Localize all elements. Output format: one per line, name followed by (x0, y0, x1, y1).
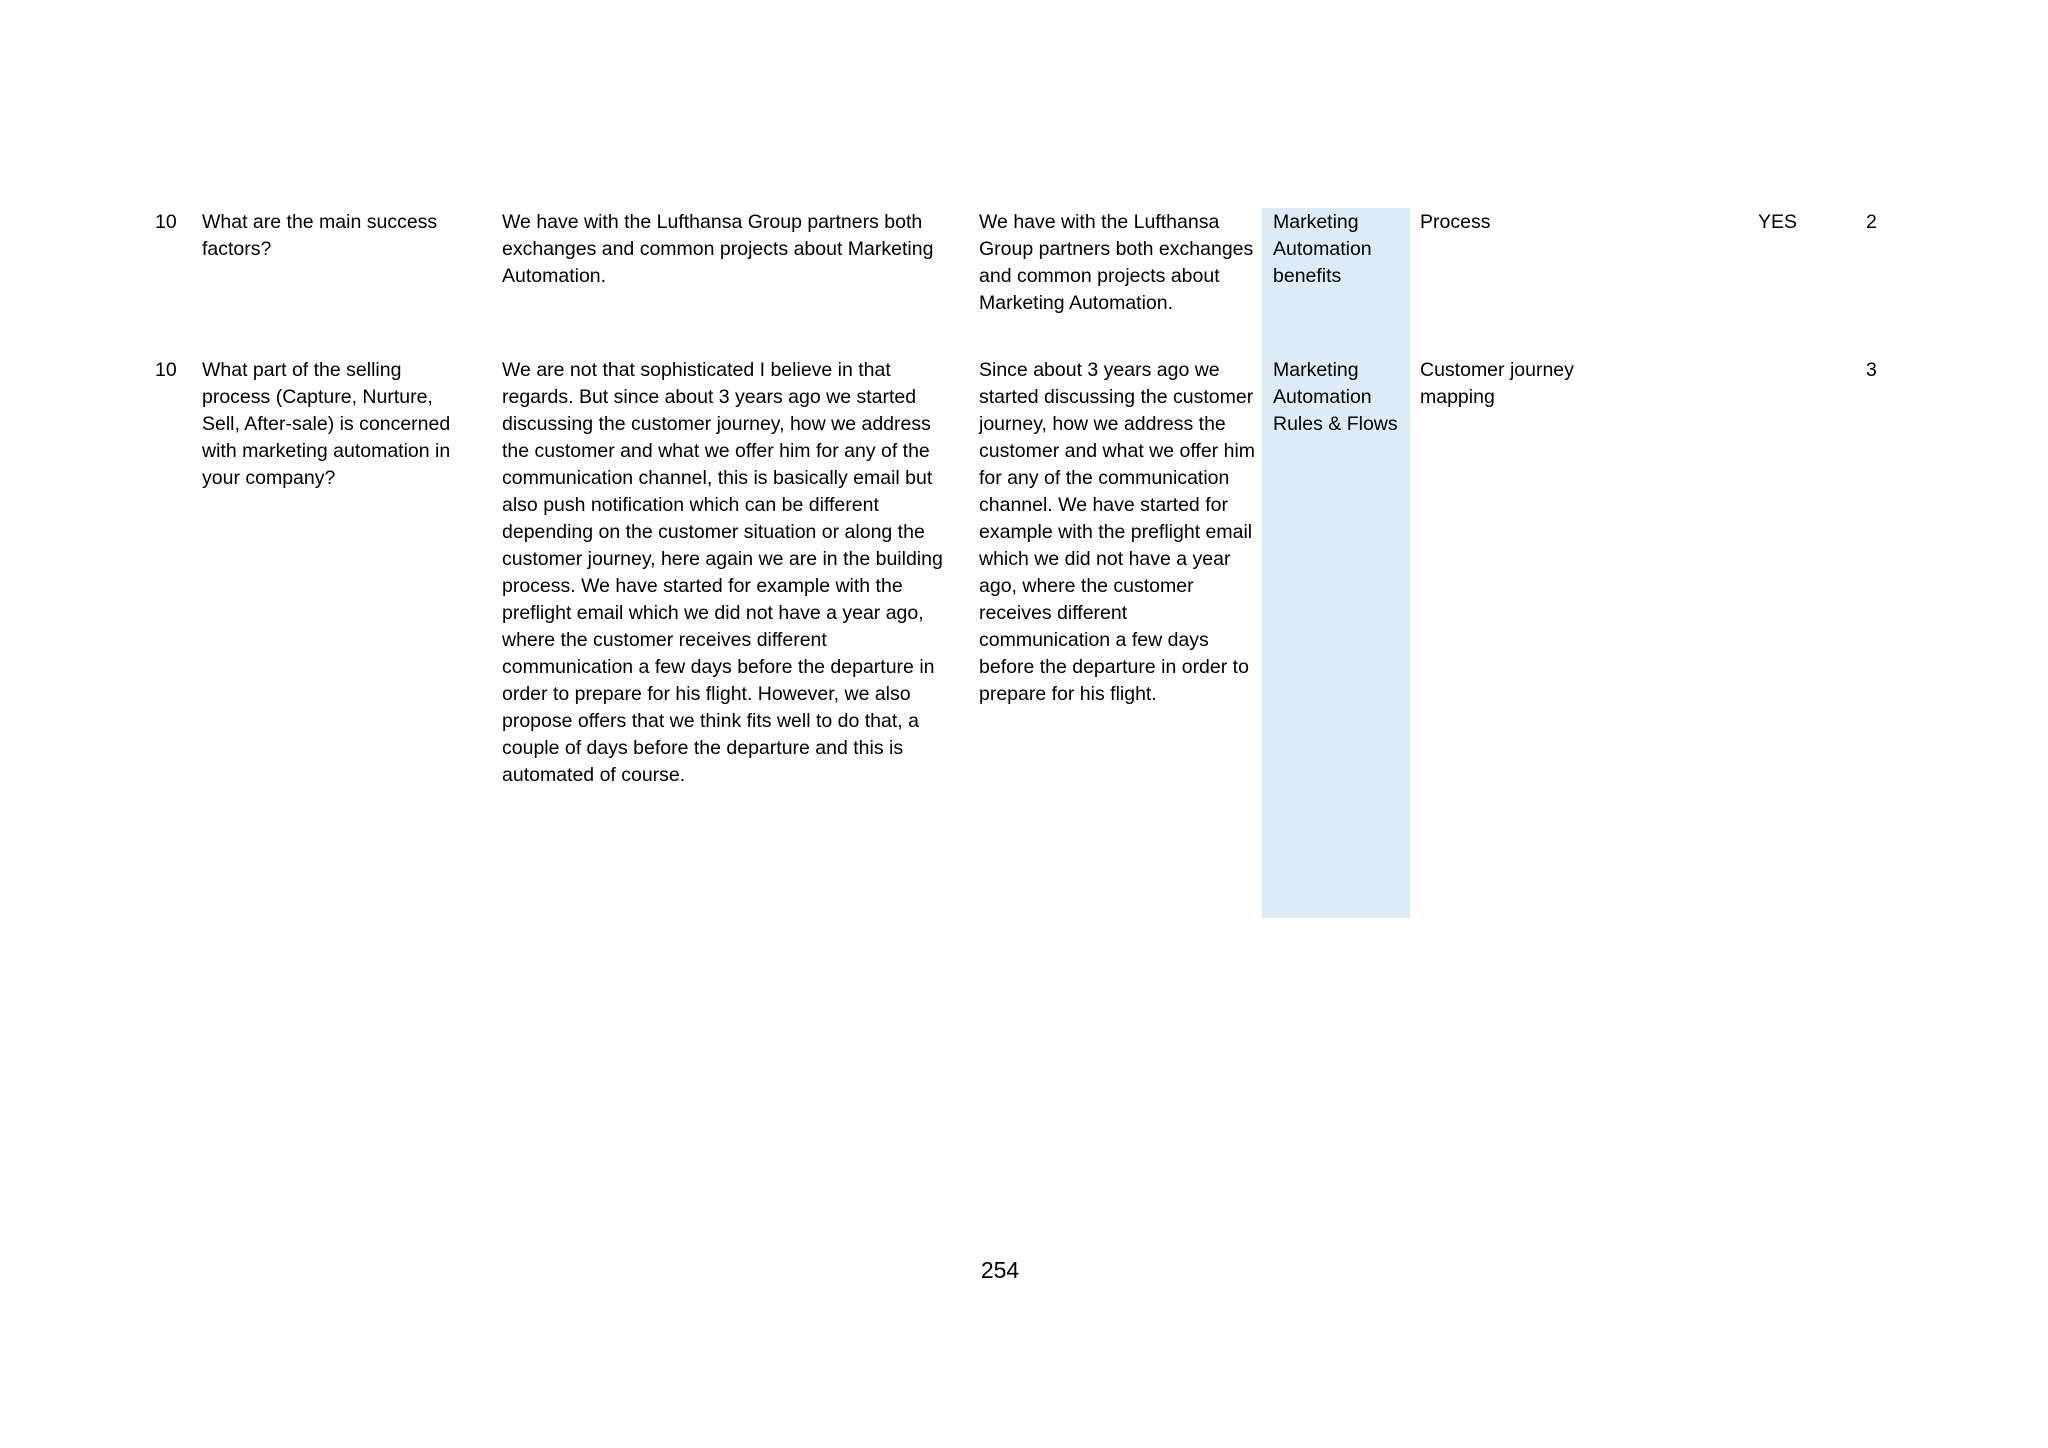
score-cell: 2 (1866, 211, 1877, 233)
score-cell: 3 (1866, 359, 1877, 381)
category-column-highlight (1262, 208, 1410, 918)
question-cell: What part of the selling process (Capture, Nurture, Sell, After-sale) is concerned with marketing automation in your company? (202, 359, 451, 489)
answer-cell: We have with the Lufthansa Group partners both exchanges and common projects about Marketing Automation. (502, 211, 934, 287)
flag-cell: YES (1758, 211, 1798, 233)
page-number: 254 (980, 1257, 1020, 1283)
answer-cell: We are not that sophisticated I believe in that regards. But since about 3 years ago we started discussing the customer journey, how we address the customer and what we offer him for any of the communication channel, this is basically email but also push notification which can be different depending on the customer situation or along the customer journey, here again we are in the building process. We have started for example with the preflight email which we did not have a year ago, where the customer receives different communication a few days before the departure in order to prepare for his flight. However, we also propose offers that we think fits well to do that, a couple of days before the departure and this is automated of course. (502, 359, 943, 786)
row-number: 10 (155, 359, 177, 381)
category-cell: Marketing Automation Rules & Flows (1273, 359, 1398, 435)
row-number: 10 (155, 211, 177, 233)
subcategory-cell: Process (1420, 211, 1491, 233)
summary-cell: We have with the Lufthansa Group partners both exchanges and common projects about Marketing Automation. (979, 211, 1254, 314)
question-cell: What are the main success factors? (202, 211, 438, 260)
summary-cell: Since about 3 years ago we started discussing the customer journey, how we address the customer and what we offer him for any of the communication channel. We have started for example with the preflight email which we did not have a year ago, where the customer receives different communication a few days before the departure in order to prepare for his flight. (979, 359, 1256, 705)
subcategory-cell: Customer journey mapping (1420, 359, 1574, 408)
category-cell: Marketing Automation benefits (1273, 211, 1372, 287)
